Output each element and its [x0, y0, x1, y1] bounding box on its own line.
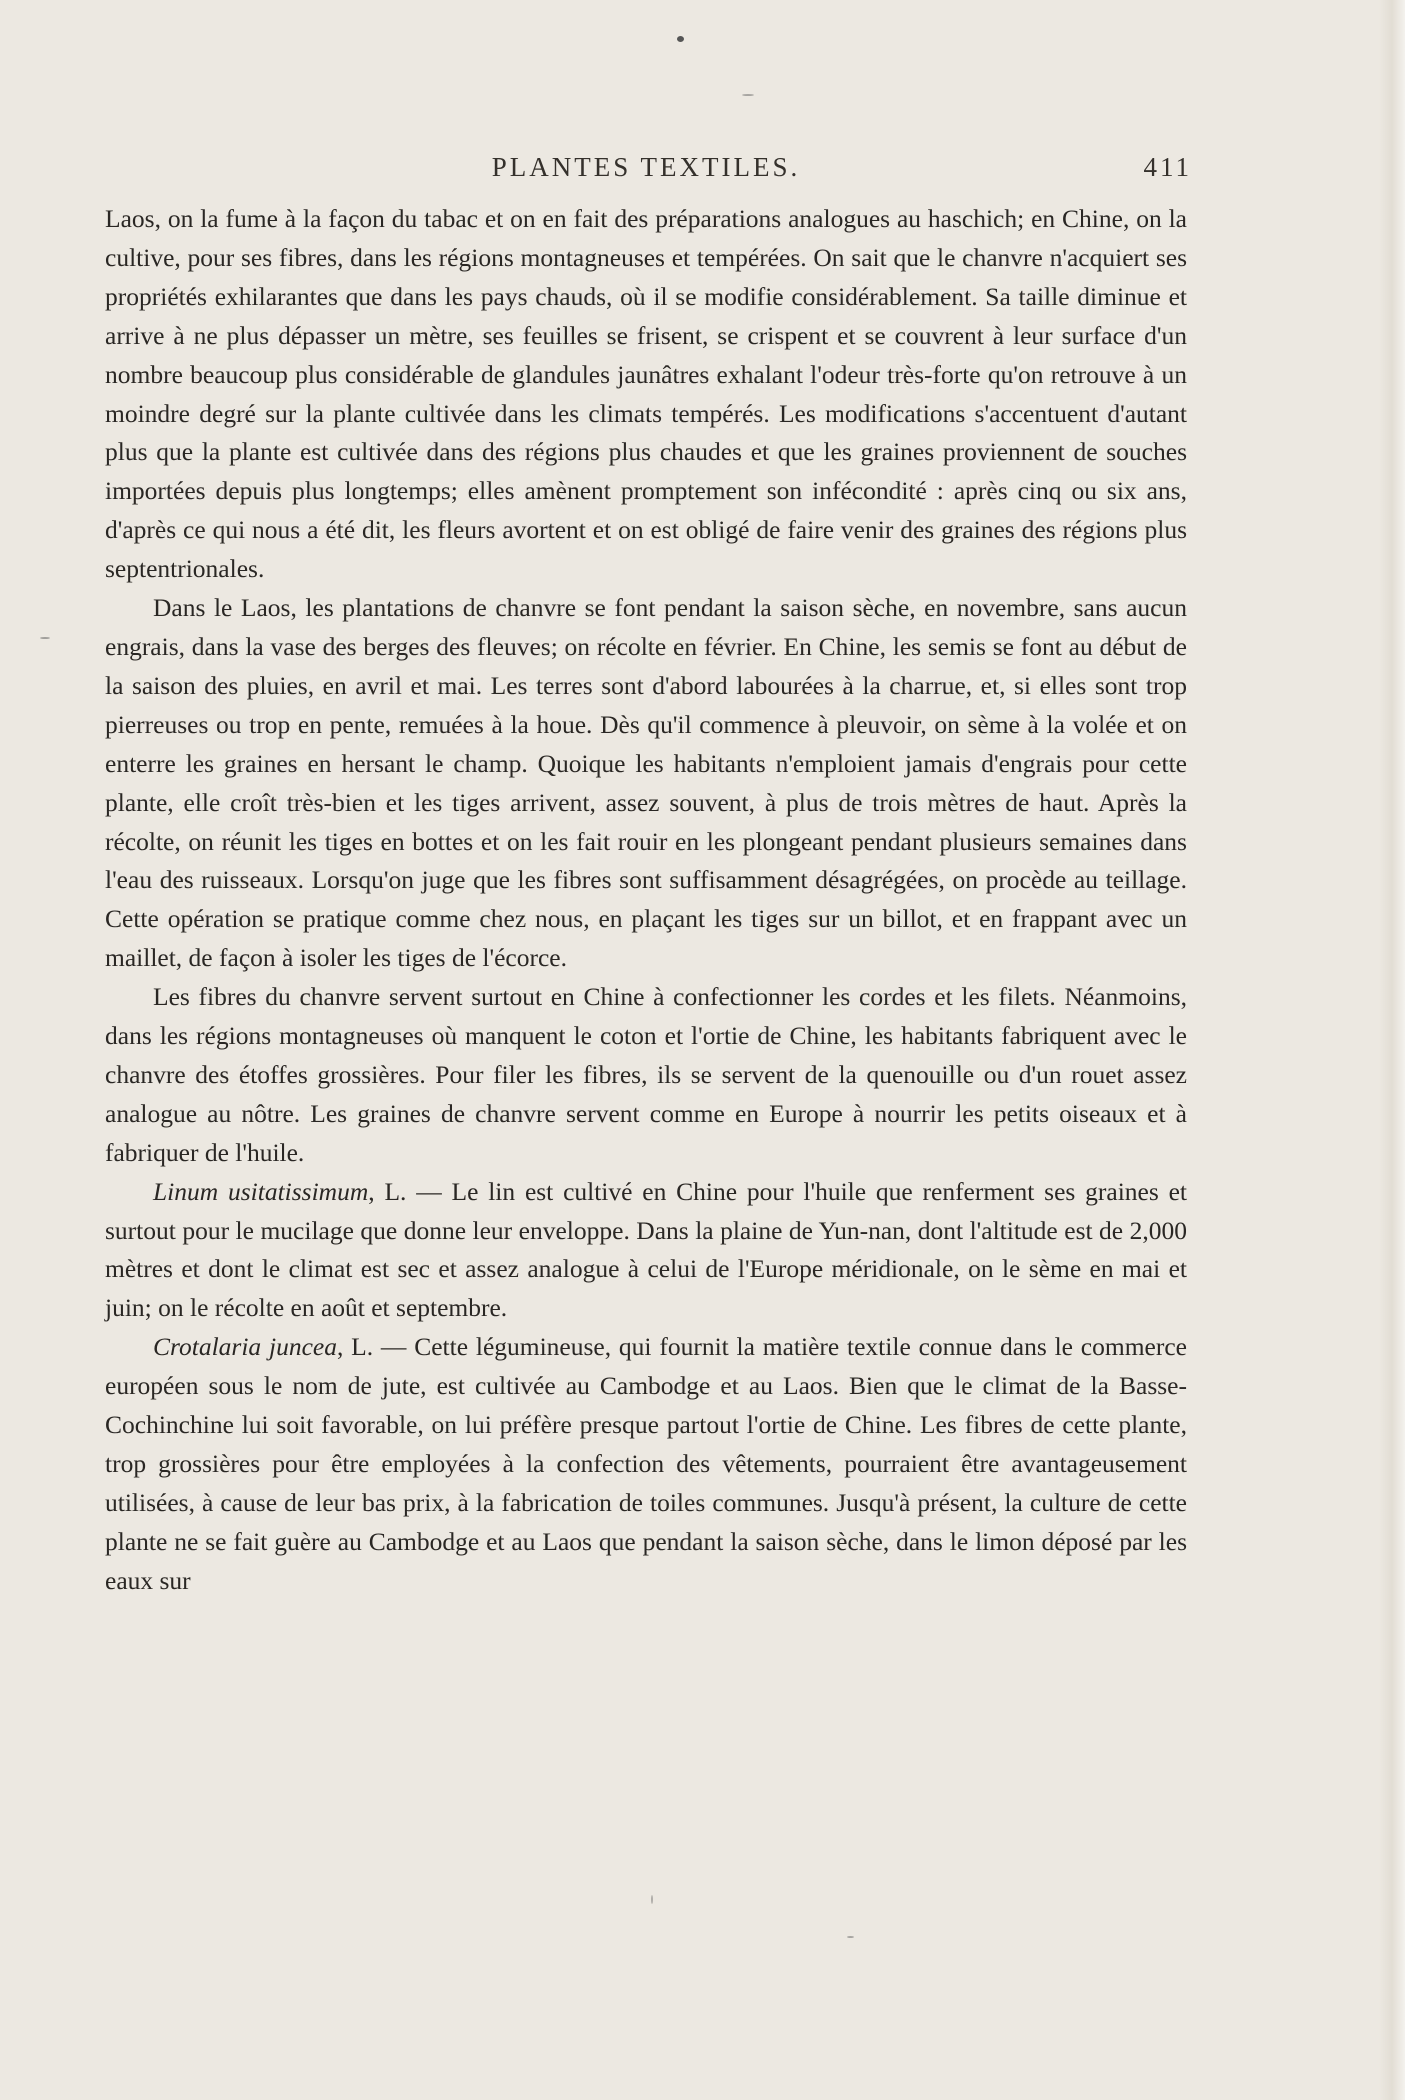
species-name: Linum usitatissimum — [153, 1176, 369, 1206]
ink-speck — [677, 36, 684, 42]
paragraph — [105, 1328, 1187, 1600]
paragraph-text: Les fibres du chanvre servent surtout en Chine à confectionner les cordes et les filets. Néanmoins, dans les régions montagneuses où manquent le coton et l'ortie de Chine, les habitants fabriquent avec le chanvre des étoffes grossières. Pour filer les fibres, ils se servent de la quenouille ou d'un rouet assez analogue au nôtre. Les graines de chanvre servent comme en Europe à nourrir les petits oiseaux et à fabriquer de l'huile. — [105, 982, 1187, 1167]
ink-speck — [847, 1936, 854, 1938]
paragraph — [105, 1173, 1187, 1329]
ink-speck — [742, 94, 754, 96]
ink-speck — [40, 637, 50, 639]
paragraph-text: , L. — Cette légumineuse, qui fournit la matière textile connue dans le commerce européen sous le nom de jute, est cultivée au Cambodge et au Laos. Bien que le climat de la Basse-Cochinchine lui soit favorable, on lui préfère presque partout l'ortie de Chine. Les fibres de cette plante, trop grossières pour être employées à la confection des vêtements, pourraient être avantageusement utilisées, à cause de leur bas prix, à la fabrication de toiles communes. Jusqu'à présent, la culture de cette plante ne se fait guère au Cambodge et au Laos que pendant la saison sèche, dans le limon déposé par les eaux sur — [105, 1332, 1187, 1595]
paragraph-text: Dans le Laos, les plantations de chanvre se font pendant la saison sèche, en novembre, sans aucun engrais, dans la vase des berges des fleuves; on récolte en février. En Chine, les semis se font au début de la saison des pluies, en avril et mai. Les terres sont d'abord labourées à la charrue, et, si elles sont trop pierreuses ou trop en pente, remuées à la houe. Dès qu'il commence à pleuvoir, on sème à la volée et on enterre les graines en hersant le champ. Quoique les habitants n'emploient jamais d'engrais pour cette plante, elle croît très-bien et les tiges arrivent, assez souvent, à plus de trois mètres de haut. Après la récolte, on réunit les tiges en bottes et on les fait rouir en les plongeant pendant plusieurs semaines dans l'eau des ruisseaux. Lorsqu'on juge que les fibres sont suffisamment désagrégées, on procède au teillage. Cette opération se pratique comme chez nous, en plaçant les tiges sur un billot, et en frappant avec un maillet, de façon à isoler les tiges de l'écorce. — [105, 593, 1187, 973]
paragraph — [105, 589, 1187, 978]
ink-speck — [651, 1895, 653, 1904]
paragraph-text: Laos, on la fume à la façon du tabac et on en fait des préparations analogues au haschich; en Chine, on la cultive, pour ses fibres, dans les régions montagneuses et tempérées. On sait que le chanvre n'acquiert ses propriétés exhilarantes que dans les pays chauds, où il se modifie considérablement. Sa taille diminue et arrive à ne plus dépasser un mètre, ses feuilles se frisent, se crispent et se couvrent à leur surface d'un nombre beaucoup plus considérable de glandules jaunâtres exhalant l'odeur très-forte qu'on retrouve à un moindre degré sur la plante cultivée dans les climats tempérés. Les modifications s'accentuent d'autant plus que la plante est cultivée dans des régions plus chaudes et que les graines proviennent de souches importées depuis plus longtemps; elles amènent promptement son infécondité : après cinq ou six ans, d'après ce qui nous a été dit, les fleurs avortent et on est obligé de faire venir des graines des régions plus septentrionales. — [105, 204, 1187, 584]
paragraph-text: , L. — Le lin est cultivé en Chine pour l'huile que renferment ses graines et surtout pour le mucilage que donne leur enveloppe. Dans la plaine de Yun-nan, dont l'altitude est de 2,000 mètres et dont le climat est sec et assez analogue à celui de l'Europe méridionale, on le sème en mai et juin; on le récolte en août et septembre. — [105, 1176, 1187, 1323]
species-name: Crotalaria juncea — [153, 1332, 337, 1362]
body-text — [105, 200, 1187, 1601]
running-title: PLANTES TEXTILES. — [491, 152, 801, 182]
page-number: 411 — [1143, 152, 1192, 182]
paragraph — [105, 978, 1187, 1173]
page-header — [100, 152, 1192, 188]
paragraph — [105, 200, 1187, 589]
page-edge-shadow — [1379, 0, 1405, 2100]
